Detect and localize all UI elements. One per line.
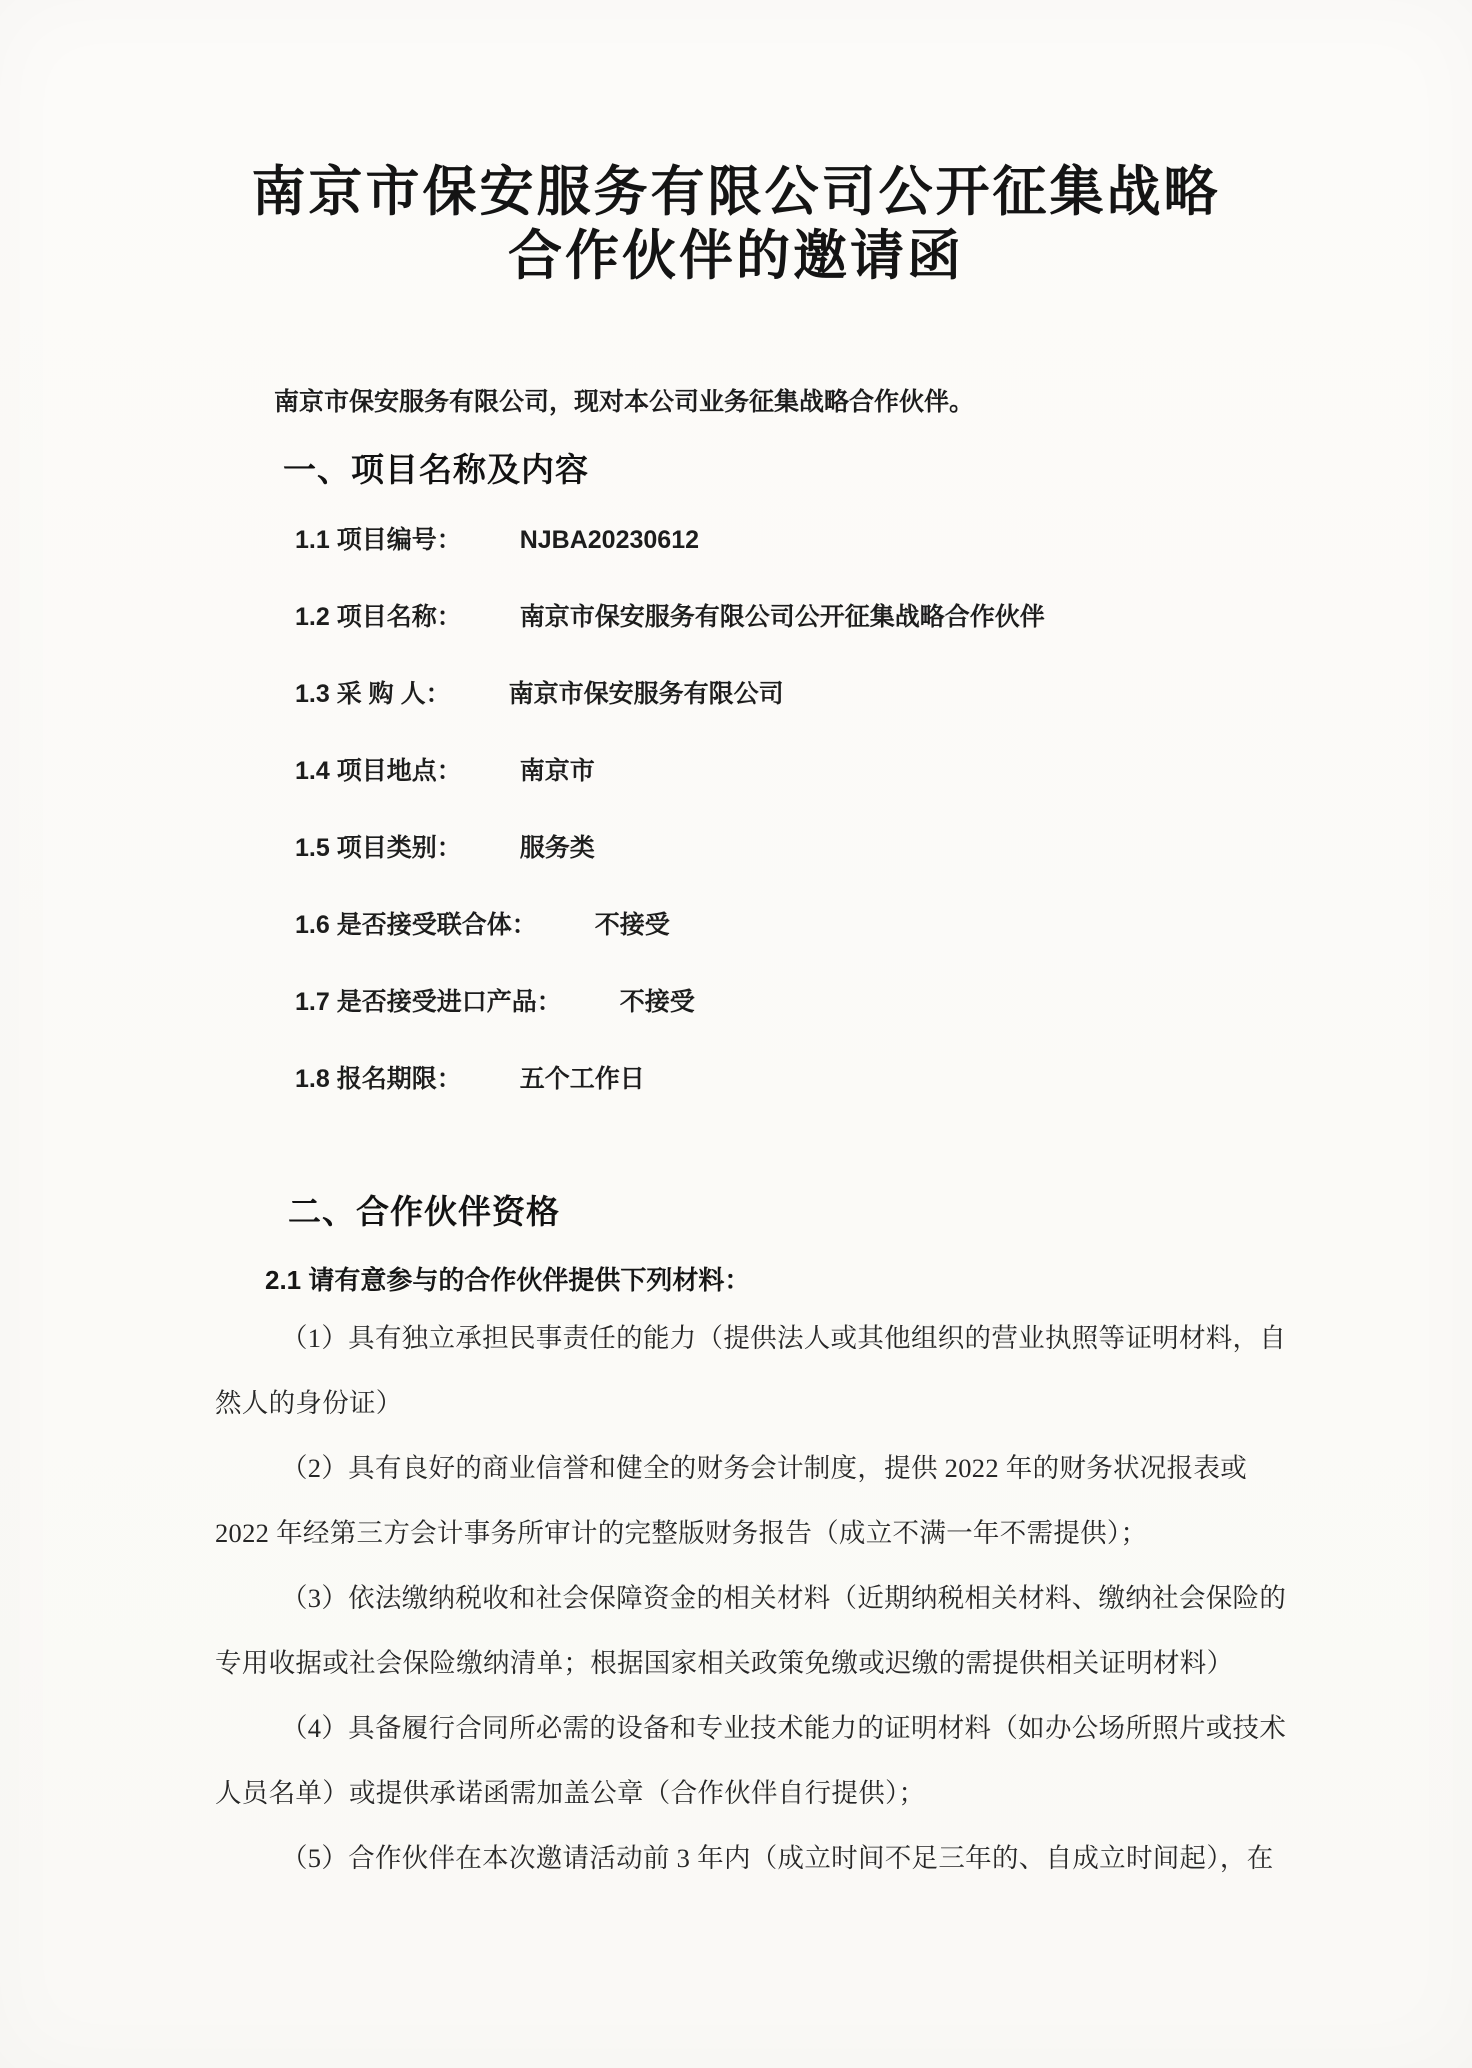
item-value: NJBA20230612 <box>519 526 699 554</box>
item-value: 五个工作日 <box>519 1065 645 1093</box>
item-value: 南京市保安服务有限公司公开征集战略合作伙伴 <box>519 603 1045 631</box>
project-item-row <box>0 579 1472 656</box>
requirement-line: 然人的身份证） <box>215 1388 403 1418</box>
requirement-line: （4）具备履行合同所必需的设备和专业技术能力的证明材料（如办公场所照片或技术 <box>281 1713 1287 1743</box>
project-item-row <box>0 1041 1472 1118</box>
item-label: 1.8 报名期限： <box>295 1065 462 1093</box>
project-items-list <box>0 502 1472 1118</box>
project-item-row <box>0 733 1472 810</box>
project-item-row <box>0 656 1472 733</box>
item-label: 1.4 项目地点： <box>295 757 462 785</box>
item-label: 1.3 采 购 人： <box>295 680 451 708</box>
item-label: 1.6 是否接受联合体： <box>295 911 537 939</box>
requirement-line: 人员名单）或提供承诺函需加盖公章（合作伙伴自行提供）； <box>215 1778 926 1808</box>
section-1-heading: 一、项目名称及内容 <box>283 451 589 488</box>
document-title-line2: 合作伙伴的邀请函 <box>508 226 964 286</box>
item-label: 1.2 项目名称： <box>295 603 462 631</box>
requirements-list <box>0 1306 1472 1891</box>
item-value: 不接受 <box>619 988 695 1016</box>
requirement-line: （3）依法缴纳税收和社会保障资金的相关材料（近期纳税相关材料、缴纳社会保险的 <box>281 1583 1287 1613</box>
section-2-heading: 二、合作伙伴资格 <box>288 1193 560 1230</box>
project-item-row <box>0 810 1472 887</box>
intro-paragraph: 南京市保安服务有限公司，现对本公司业务征集战略合作伙伴。 <box>274 388 975 416</box>
item-label: 1.7 是否接受进口产品： <box>295 988 562 1016</box>
project-item-row <box>0 964 1472 1041</box>
document-title <box>0 0 1472 288</box>
item-value: 南京市 <box>519 757 595 785</box>
item-label: 1.5 项目类别： <box>295 834 462 862</box>
requirement-line: （2）具有良好的商业信誉和健全的财务会计制度，提供 2022 年的财务状况报表或 <box>281 1453 1247 1483</box>
requirement-line: 专用收据或社会保险缴纳清单；根据国家相关政策免缴或迟缴的需提供相关证明材料） <box>215 1648 1234 1678</box>
item-value: 不接受 <box>594 911 670 939</box>
item-value: 南京市保安服务有限公司 <box>508 680 784 708</box>
requirement-line: （5）合作伙伴在本次邀请活动前 3 年内（成立时间不足三年的、自成立时间起），在 <box>281 1843 1274 1873</box>
project-item-row <box>0 502 1472 579</box>
requirement-line: （1）具有独立承担民事责任的能力（提供法人或其他组织的营业执照等证明材料，自 <box>281 1323 1287 1353</box>
item-label: 1.1 项目编号： <box>295 526 462 554</box>
requirement-line: 2022 年经第三方会计事务所审计的完整版财务报告（成立不满一年不需提供）； <box>215 1518 1148 1548</box>
project-item-row <box>0 887 1472 964</box>
item-value: 服务类 <box>519 834 595 862</box>
requirements-intro: 2.1 请有意参与的合作伙伴提供下列材料： <box>265 1265 751 1295</box>
document-title-line1: 南京市保安服务有限公司公开征集战略 <box>251 162 1221 222</box>
